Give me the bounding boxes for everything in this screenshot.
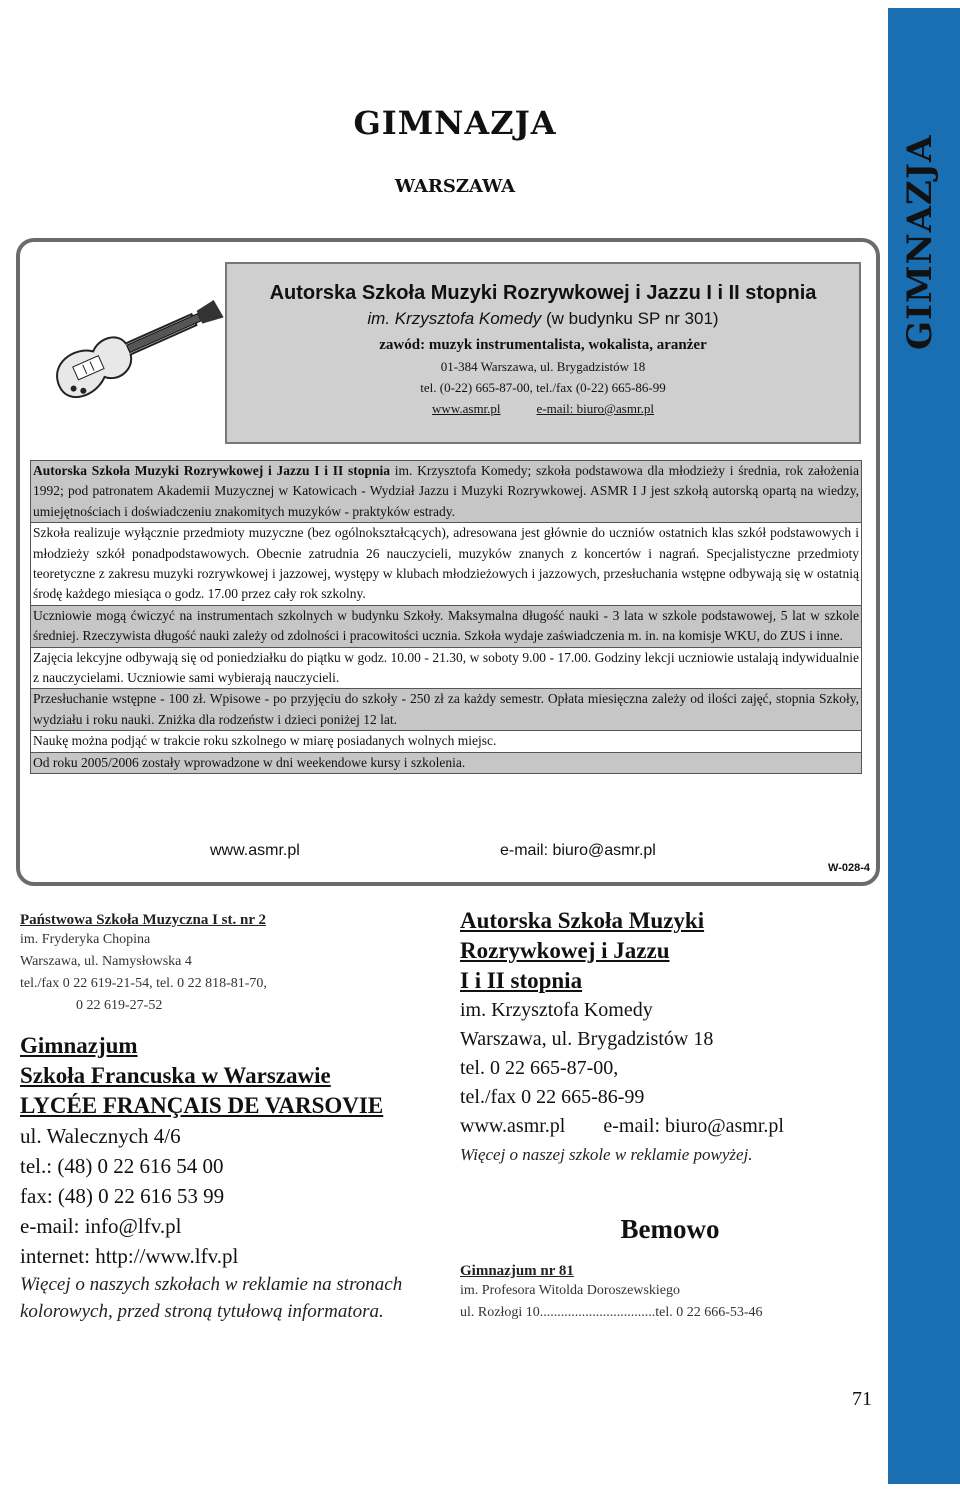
ad-paragraph: Uczniowie mogą ćwiczyć na instrumentach szkolnych w budynku Szkoły. Maksymalna długość nauki - 3 lata w szkole podstawowej, 5 lat w szkole średniej. Rzeczywista długość nauki zależy od zdolności i pracowitości ucznia. Szkoła wydaje zaświadczenia m. in. na komisje WKU, do ZUS i inne. <box>30 606 862 648</box>
ad-header-email[interactable]: e-mail: biuro@asmr.pl <box>536 401 654 416</box>
ad-header <box>225 262 861 444</box>
school3-tel: tel. 0 22 665-87-00, <box>460 1057 619 1079</box>
page-number: 71 <box>852 1388 872 1410</box>
school3-title-3: I i II stopnia <box>460 968 583 993</box>
school-address: Warszawa, ul. Namysłowska 4 <box>20 954 192 969</box>
ad-paragraph: Od roku 2005/2006 zostały wprowadzone w dni weekendowe kursy i szkolenia. <box>30 753 862 774</box>
district-heading: Bemowo <box>620 1214 720 1244</box>
school3-fax: tel./fax 0 22 665-86-99 <box>460 1086 645 1108</box>
advertisement-box <box>16 238 880 886</box>
school4-name: Gimnazjum nr 81 <box>460 1263 574 1279</box>
school3-address: Warszawa, ul. Brygadzistów 18 <box>460 1028 714 1050</box>
ad-paragraph: Szkoła realizuje wyłącznie przedmioty muzyczne (bez ogólnokształcących), adresowana jest głównie do uczniów ostatnich klas szkół podstawowych i młodzieży szkół ponadpodstawowych. Obecnie zatrudnia 26 nauczycieli, muzyków znanych z koncertów i nagrań. Specjalistyczne przedmioty teoretyczne z zakresu muzyki rozrywkowej i jazzowej, występy w klubach młodzieżowych i jazzowych, przesłuchania wstępne odbywają się w ostatnią środę każdego miesiąca o godz. 17.00 przez cały rok szkolny. <box>30 523 862 606</box>
ad-header-contact <box>227 401 859 417</box>
page-subtitle: WARSZAWA <box>394 176 516 197</box>
school-phones: tel./fax 0 22 619-21-54, tel. 0 22 818-81-70, <box>20 976 267 991</box>
ad-body <box>30 460 862 774</box>
school2-tel: tel.: (48) 0 22 616 54 00 <box>20 1154 224 1178</box>
ad-header-patron: im. Krzysztofa Komedy (w budynku SP nr 301) <box>367 309 719 328</box>
school3-title-2: Rozrywkowej i Jazzu <box>460 938 670 963</box>
ad-paragraph: Naukę można podjąć w trakcie roku szkolnego w miarę posiadanych wolnych miejsc. <box>30 731 862 752</box>
ad-header-address: 01-384 Warszawa, ul. Brygadzistów 18 <box>440 359 646 374</box>
left-column <box>20 912 430 1325</box>
side-tab-label: GIMNAZJA <box>900 134 940 350</box>
ad-header-title: Autorska Szkoła Muzyki Rozrywkowej i Jazzu I i II stopnia <box>269 282 817 304</box>
school2-title-1: Gimnazjum <box>20 1033 138 1058</box>
school2-note: Więcej o naszych szkołach w reklamie na stronach kolorowych, przed stroną tytułową informatora. <box>20 1274 403 1322</box>
school2-title-2: Szkoła Francuska w Warszawie <box>20 1063 331 1088</box>
right-column <box>460 906 880 1324</box>
school2-fax: fax: (48) 0 22 616 53 99 <box>20 1184 225 1208</box>
ad-paragraph: Przesłuchanie wstępne - 100 zł. Wpisowe - po przyjęciu do szkoły - 250 zł za każdy semestr. Opłata miesięczna zależy od ilości zajęć, stopnia Szkoły, wydziału i roku nauki. Zniżka dla rodzeństw i dzieci poniżej 12 lat. <box>30 689 862 731</box>
school3-web <box>460 1112 880 1141</box>
ad-header-phones: tel. (0-22) 665-87-00, tel./fax (0-22) 665-86-99 <box>420 380 666 395</box>
school2-title-3: LYCÉE FRANÇAIS DE VARSOVIE <box>20 1093 384 1118</box>
school3-patron: im. Krzysztofa Komedy <box>460 999 653 1021</box>
school2-email[interactable]: e-mail: info@lfv.pl <box>20 1214 182 1238</box>
school2-internet[interactable]: internet: http://www.lfv.pl <box>20 1244 239 1268</box>
ad-paragraph: Autorska Szkoła Muzyki Rozrywkowej i Jazzu I i II stopnia im. Krzysztofa Komedy; szkoła podstawowa dla młodzieży i średnia, rok założenia 1992; pod patronatem Akademii Muzycznej w Katowicach - Wydział Jazzu i Muzyki Rozrywkowej. ASMR I J jest szkołą autorską opartą na wiedzy, umiejętnościach i doświadczeniu znakomitych muzyków - praktyków estrady. <box>30 460 862 523</box>
school-patron: im. Fryderyka Chopina <box>20 932 151 947</box>
school3-note: Więcej o naszej szkole w reklamie powyżej. <box>460 1145 753 1164</box>
school4-address: ul. Rozłogi 10.................................tel. 0 22 666-53-46 <box>460 1305 763 1320</box>
page-title: GIMNAZJA <box>353 104 557 142</box>
ad-paragraph: Zajęcia lekcyjne odbywają się od poniedziałku do piątku w godz. 10.00 - 21.30, w soboty 9.00 - 17.00. Godziny lekcji uczniowie ustalają indywidualnie z nauczycielami. Uczniowie sami wybierają nauczycieli. <box>30 648 862 690</box>
school3-title-1: Autorska Szkoła Muzyki <box>460 908 705 933</box>
ad-footer-email[interactable]: e-mail: biuro@asmr.pl <box>500 842 656 859</box>
ad-code: W-028-4 <box>828 862 870 874</box>
ad-header-www[interactable]: www.asmr.pl <box>432 401 501 416</box>
school3-email[interactable]: e-mail: biuro@asmr.pl <box>603 1115 784 1137</box>
school2-address: ul. Walecznych 4/6 <box>20 1124 181 1148</box>
ad-header-profession: zawód: muzyk instrumentalista, wokalista, aranżer <box>379 337 707 353</box>
school-phones-2: 0 22 619-27-52 <box>76 998 163 1013</box>
guitar-icon <box>40 282 230 412</box>
school4-patron: im. Profesora Witolda Doroszewskiego <box>460 1283 681 1298</box>
school-name: Państwowa Szkoła Muzyczna I st. nr 2 <box>20 912 266 928</box>
ad-footer-www[interactable]: www.asmr.pl <box>210 842 300 859</box>
school3-www[interactable]: www.asmr.pl <box>460 1115 566 1137</box>
